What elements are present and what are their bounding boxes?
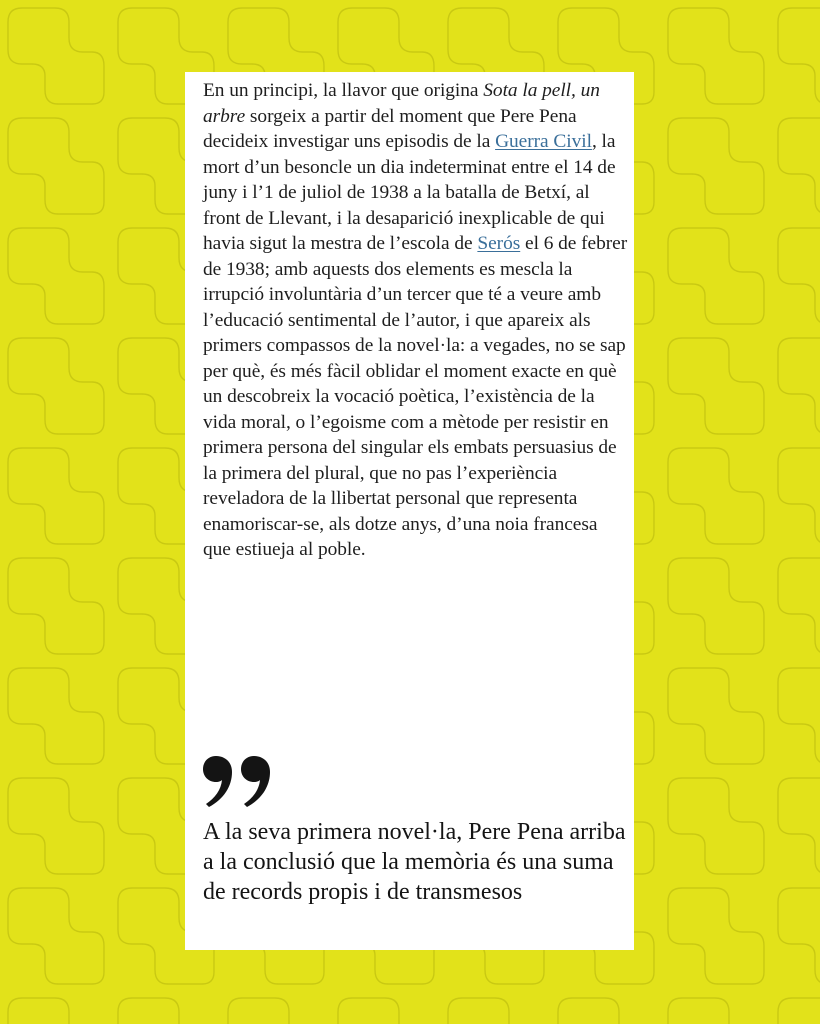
paragraph-text-1: En un principi, la llavor que origina [203, 80, 484, 101]
article-card [185, 72, 634, 950]
seros-link[interactable]: Serós [477, 233, 521, 254]
quote-open-icon [203, 752, 275, 808]
paragraph-text-2: sorgeix a partir del moment que Pere Pena decideix investigar uns episodis de la [203, 105, 577, 152]
article-paragraph [203, 78, 628, 563]
paragraph-text-3: , la mort d’un besoncle un dia indeterminat entre el 14 de juny i l’1 de juliol de 1938 a la batalla de Betxí, al front de Llevant, i la desaparició inexplicable de qui havia sigut la mestra de l’escola de [203, 131, 616, 254]
book-title: Sota la pell, un arbre [203, 80, 600, 127]
guerra-civil-link[interactable]: Guerra Civil [495, 131, 592, 152]
paragraph-text-4: el 6 de febrer de 1938; amb aquests dos elements es mescla la irrupció involuntària d’un tercer que té a veure amb l’educació sentimental de l’autor, i que apareix als primers compassos de la novel·la: a vegades, no se sap per què, és més fàcil oblidar el moment exacte en què un descobreix la vocació poètica, l’existència de la vida moral, o l’egoisme com a mètode per resistir en primera persona del singular els embats persuasius de la primera del plural, que no pas l’experiència reveladora de la llibertat personal que representa enamoriscar-se, als dotze anys, d’una noia francesa que estiueja al poble. [203, 233, 628, 560]
pull-quote-text: A la seva primera novel·la, Pere Pena arriba a la conclusió que la memòria és una suma de records propis i de transmesos [203, 819, 626, 905]
